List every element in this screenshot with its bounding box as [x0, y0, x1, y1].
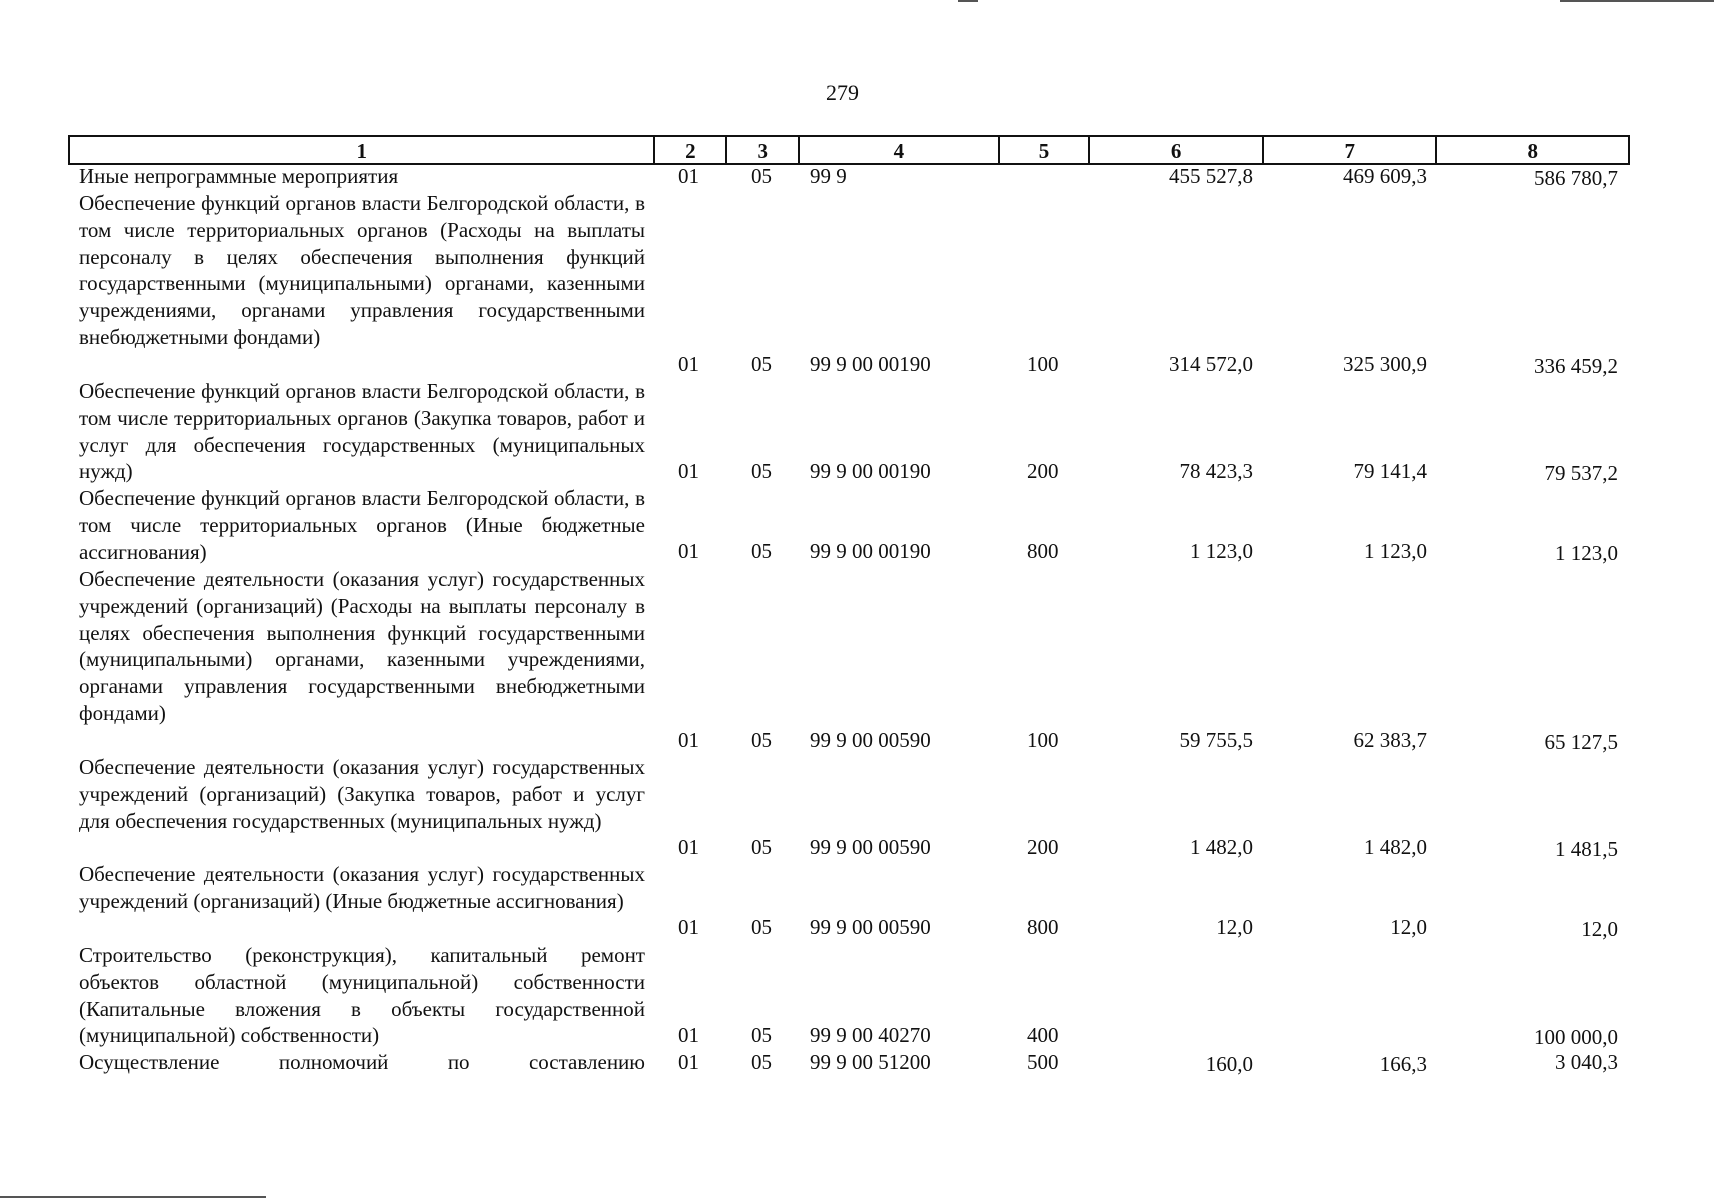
cell-col-3: 05	[751, 539, 772, 563]
cell-col-4: 99 9 00 51200	[810, 1050, 931, 1074]
cell-col-4: 99 9 00 00190	[810, 352, 931, 376]
cell-col-5: 200	[1027, 835, 1059, 859]
row-description: Осуществление полномочий по составлению	[79, 1050, 645, 1074]
header-col-3: 3	[727, 137, 800, 163]
cell-col-5: 200	[1027, 459, 1059, 483]
cell-col-4: 99 9 00 00590	[810, 835, 931, 859]
cell-col-8: 3 040,3	[1555, 1050, 1618, 1074]
cell-col-7: 62 383,7	[1353, 728, 1427, 752]
cell-col-4: 99 9 00 00190	[810, 539, 931, 563]
header-col-1: 1	[70, 137, 655, 163]
cell-col-3: 05	[751, 915, 772, 939]
cell-col-7: 325 300,9	[1343, 352, 1427, 376]
cell-col-5: 100	[1027, 352, 1059, 376]
header-col-8: 8	[1527, 139, 1538, 163]
cell-col-6: 1 482,0	[1190, 835, 1253, 859]
cell-col-5: 100	[1027, 728, 1059, 752]
cell-col-6: 160,0	[1205, 1052, 1253, 1076]
cell-col-3: 05	[751, 352, 772, 376]
cell-col-6: 12,0	[1216, 915, 1253, 939]
cell-col-8: 336 459,2	[1534, 354, 1618, 378]
cell-col-8: 100 000,0	[1534, 1025, 1618, 1049]
cell-col-6: 1 123,0	[1190, 539, 1253, 563]
cell-col-5: 800	[1027, 539, 1059, 563]
cell-col-5: 400	[1027, 1023, 1059, 1047]
scan-mark-bottom-left	[0, 1196, 266, 1198]
cell-col-7: 166,3	[1379, 1052, 1427, 1076]
cell-col-2: 01	[678, 352, 699, 376]
cell-col-7: 469 609,3	[1343, 164, 1427, 188]
cell-col-3: 05	[751, 1050, 772, 1074]
cell-col-4: 99 9 00 40270	[810, 1023, 931, 1047]
cell-col-2: 01	[678, 915, 699, 939]
scan-mark-top-right	[1560, 0, 1714, 2]
cell-col-4: 99 9	[810, 164, 847, 188]
cell-col-4: 99 9 00 00190	[810, 459, 931, 483]
cell-col-6: 314 572,0	[1169, 352, 1253, 376]
cell-col-3: 05	[751, 1023, 772, 1047]
row-description: Обеспечение деятельности (оказания услуг) государственных учреждений (организаций) (Расходы на выплаты персоналу в целях обеспечения выполнения функций государственными (муниципальными) органами, казенными учреждениями, органами управления государственными внебюджетными фондами)	[79, 567, 645, 725]
cell-col-2: 01	[678, 459, 699, 483]
row-description: Обеспечение функций органов власти Белгородской области, в том числе территориальных органов (Иные бюджетные ассигнования)	[79, 486, 645, 564]
cell-col-6: 455 527,8	[1169, 164, 1253, 188]
header-col-6: 6	[1090, 137, 1264, 163]
cell-col-3: 05	[751, 835, 772, 859]
cell-col-8: 12,0	[1581, 917, 1618, 941]
cell-col-6: 78 423,3	[1179, 459, 1253, 483]
cell-col-4: 99 9 00 00590	[810, 728, 931, 752]
row-description: Строительство (реконструкция), капитальный ремонт объектов областной (муниципальной) собственности (Капитальные вложения в объекты государственной (муниципальной) собственности)	[79, 943, 645, 1048]
cell-col-3: 05	[751, 728, 772, 752]
cell-col-6: 59 755,5	[1179, 728, 1253, 752]
cell-col-7: 12,0	[1390, 915, 1427, 939]
cell-col-8: 65 127,5	[1544, 730, 1618, 754]
cell-col-2: 01	[678, 164, 699, 188]
header-col-4: 4	[800, 137, 999, 163]
cell-col-7: 1 123,0	[1364, 539, 1427, 563]
row-description: Обеспечение функций органов власти Белгородской области, в том числе территориальных органов (Закупка товаров, работ и услуг для обеспечения государственных (муниципальных нужд)	[79, 379, 645, 484]
header-col-2: 2	[655, 137, 727, 163]
cell-col-8: 586 780,7	[1534, 166, 1618, 190]
cell-col-7: 1 482,0	[1364, 835, 1427, 859]
cell-col-2: 01	[678, 539, 699, 563]
cell-col-2: 01	[678, 1050, 699, 1074]
cell-col-3: 05	[751, 459, 772, 483]
cell-col-4: 99 9 00 00590	[810, 915, 931, 939]
cell-col-3: 05	[751, 164, 772, 188]
cell-col-2: 01	[678, 835, 699, 859]
page-number: 279	[826, 80, 859, 105]
scan-mark-top-center	[958, 0, 978, 2]
cell-col-2: 01	[678, 728, 699, 752]
cell-col-5: 500	[1027, 1050, 1059, 1074]
cell-col-7: 79 141,4	[1353, 459, 1427, 483]
row-description: Обеспечение функций органов власти Белгородской области, в том числе территориальных органов (Расходы на выплаты персоналу в целях обеспечения выполнения функций государственными (муниципальными) органами, казенными учреждениями, органами управления государственными внебюджетными фондами)	[79, 191, 645, 349]
cell-col-5: 800	[1027, 915, 1059, 939]
cell-col-2: 01	[678, 1023, 699, 1047]
row-description: Обеспечение деятельности (оказания услуг) государственных учреждений (организаций) (Закупка товаров, работ и услуг для обеспечения государственных (муниципальных нужд)	[79, 755, 645, 833]
header-col-5: 5	[1000, 137, 1091, 163]
table-header	[68, 135, 1630, 165]
cell-col-8: 79 537,2	[1544, 461, 1618, 485]
cell-col-8: 1 481,5	[1555, 837, 1618, 861]
cell-col-8: 1 123,0	[1555, 541, 1618, 565]
header-col-7: 7	[1264, 137, 1438, 163]
row-description: Иные непрограммные мероприятия	[79, 164, 399, 188]
row-description: Обеспечение деятельности (оказания услуг) государственных учреждений (организаций) (Иные бюджетные ассигнования)	[79, 862, 645, 913]
